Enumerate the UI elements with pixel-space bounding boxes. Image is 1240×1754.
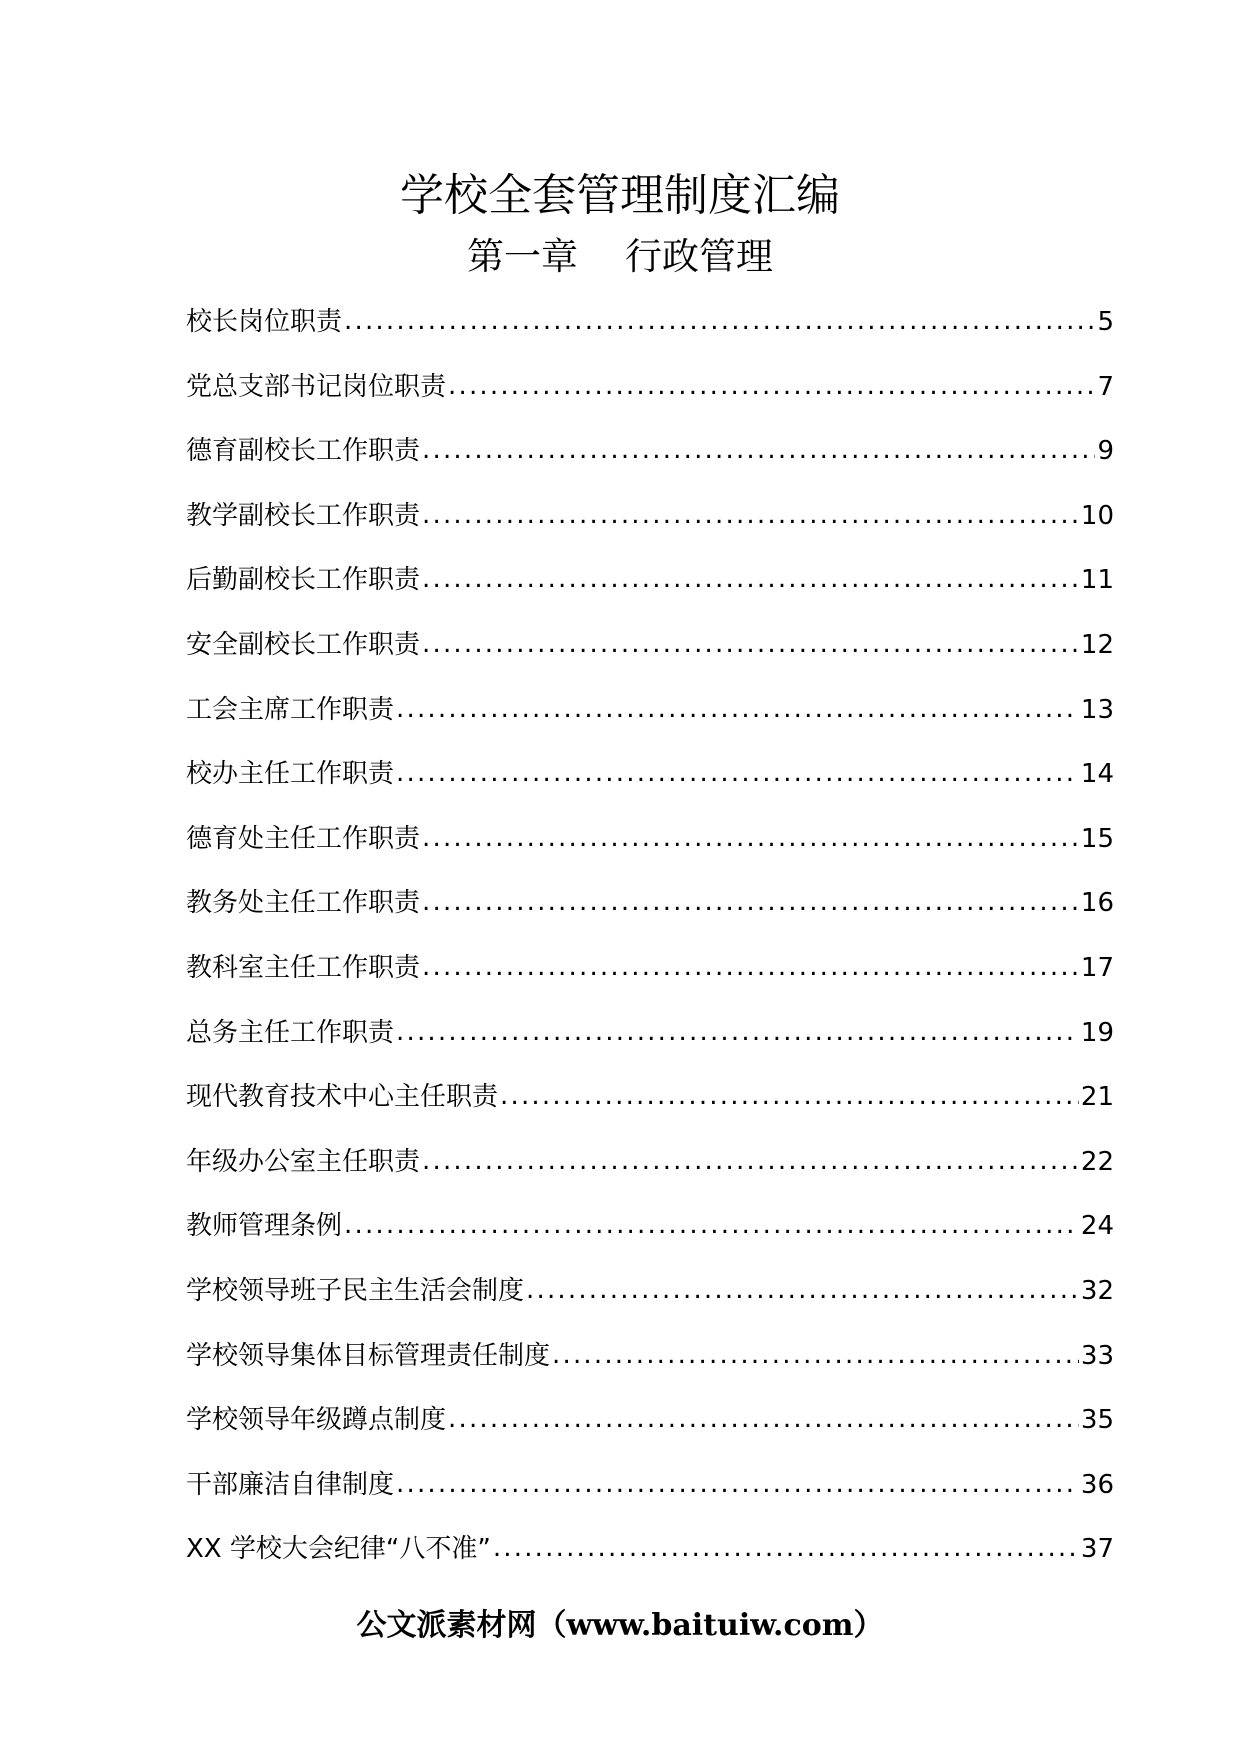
toc-entry-label: 安全副校长工作职责 — [186, 629, 421, 660]
toc-entry-label: XX 学校大会纪律“八不准” — [186, 1534, 491, 1565]
toc-page-number: 33 — [1080, 1340, 1114, 1371]
toc-entry-label: 德育副校长工作职责 — [186, 436, 421, 467]
toc-leader-dots — [552, 1335, 1079, 1375]
toc-entry[interactable] — [186, 883, 1114, 948]
toc-page-number: 22 — [1080, 1146, 1114, 1177]
toc-entry[interactable] — [186, 1206, 1114, 1271]
table-of-contents — [186, 302, 1114, 1594]
toc-entry-label: 德育处主任工作职责 — [186, 823, 421, 854]
toc-entry-label: 校长岗位职责 — [186, 307, 343, 337]
toc-leader-dots — [344, 301, 1095, 341]
toc-leader-dots — [422, 882, 1079, 922]
toc-page-number: 10 — [1080, 500, 1114, 531]
toc-entry-label: 总务主任工作职责 — [186, 1017, 395, 1048]
toc-leader-dots — [422, 430, 1095, 470]
toc-entry[interactable] — [186, 625, 1114, 690]
toc-leader-dots — [422, 559, 1079, 599]
toc-entry[interactable] — [186, 1271, 1114, 1336]
toc-entry[interactable] — [186, 948, 1114, 1013]
toc-leader-dots — [396, 753, 1079, 793]
toc-leader-dots — [422, 818, 1079, 858]
toc-entry[interactable] — [186, 1013, 1114, 1078]
toc-entry[interactable] — [186, 690, 1114, 755]
toc-entry-label: 现代教育技术中心主任职责 — [186, 1082, 499, 1113]
toc-page-number: 32 — [1080, 1275, 1114, 1306]
toc-page-number: 16 — [1080, 888, 1114, 919]
chapter-heading: 第一章 行政管理 — [466, 235, 774, 278]
toc-page-number: 35 — [1080, 1405, 1114, 1436]
toc-entry-label: 教科室主任工作职责 — [186, 952, 421, 983]
toc-page-number: 15 — [1080, 823, 1114, 854]
toc-page-number: 14 — [1080, 759, 1114, 790]
toc-page-number: 19 — [1080, 1017, 1114, 1048]
toc-leader-dots — [396, 1464, 1079, 1504]
toc-entry[interactable] — [186, 560, 1114, 625]
toc-leader-dots — [422, 624, 1079, 664]
toc-leader-dots — [396, 1012, 1079, 1052]
toc-entry[interactable] — [186, 496, 1114, 561]
toc-entry[interactable] — [186, 1529, 1114, 1594]
toc-entry[interactable] — [186, 1077, 1114, 1142]
toc-page-number: 7 — [1097, 371, 1114, 402]
toc-leader-dots — [422, 1141, 1079, 1181]
toc-entry-label: 教师管理条例 — [186, 1211, 343, 1242]
toc-entry-label: 校办主任工作职责 — [186, 759, 395, 790]
toc-leader-dots — [526, 1270, 1079, 1310]
footer-source-text: 公文派素材网（www.baituiw.com） — [356, 1608, 884, 1643]
toc-entry-label: 学校领导集体目标管理责任制度 — [186, 1340, 551, 1371]
toc-entry[interactable] — [186, 819, 1114, 884]
toc-entry-label: 工会主席工作职责 — [186, 694, 395, 725]
toc-leader-dots — [422, 947, 1079, 987]
toc-entry[interactable] — [186, 1336, 1114, 1401]
toc-leader-dots — [344, 1205, 1079, 1245]
toc-page-number: 9 — [1097, 436, 1114, 467]
toc-entry[interactable] — [186, 1400, 1114, 1465]
toc-entry-label: 后勤副校长工作职责 — [186, 565, 421, 596]
toc-leader-dots — [422, 495, 1079, 535]
toc-entry[interactable] — [186, 1465, 1114, 1530]
toc-leader-dots — [448, 1399, 1079, 1439]
toc-entry-label: 学校领导班子民主生活会制度 — [186, 1275, 525, 1306]
toc-page-number: 21 — [1080, 1082, 1114, 1113]
toc-entry-label: 党总支部书记岗位职责 — [186, 371, 447, 402]
toc-entry[interactable] — [186, 302, 1114, 367]
toc-entry-label: 学校领导年级蹲点制度 — [186, 1405, 447, 1436]
toc-page-number: 36 — [1080, 1469, 1114, 1500]
toc-page-number: 13 — [1080, 694, 1114, 725]
toc-entry[interactable] — [186, 754, 1114, 819]
toc-page-number: 17 — [1080, 952, 1114, 983]
toc-entry[interactable] — [186, 1142, 1114, 1207]
toc-entry-label: 干部廉洁自律制度 — [186, 1469, 395, 1500]
toc-entry-label: 年级办公室主任职责 — [186, 1146, 421, 1177]
toc-page-number: 12 — [1080, 629, 1114, 660]
document-title: 学校全套管理制度汇编 — [400, 170, 840, 221]
toc-leader-dots — [448, 366, 1095, 406]
toc-page-number: 11 — [1080, 565, 1114, 596]
toc-leader-dots — [500, 1076, 1079, 1116]
toc-entry[interactable] — [186, 367, 1114, 432]
toc-page-number: 5 — [1097, 307, 1114, 337]
toc-entry-label: 教学副校长工作职责 — [186, 500, 421, 531]
toc-page-number: 37 — [1080, 1534, 1114, 1565]
toc-page-number: 24 — [1080, 1211, 1114, 1242]
toc-leader-dots — [493, 1528, 1079, 1568]
toc-leader-dots — [396, 689, 1079, 729]
toc-entry-label: 教务处主任工作职责 — [186, 888, 421, 919]
toc-entry[interactable] — [186, 431, 1114, 496]
